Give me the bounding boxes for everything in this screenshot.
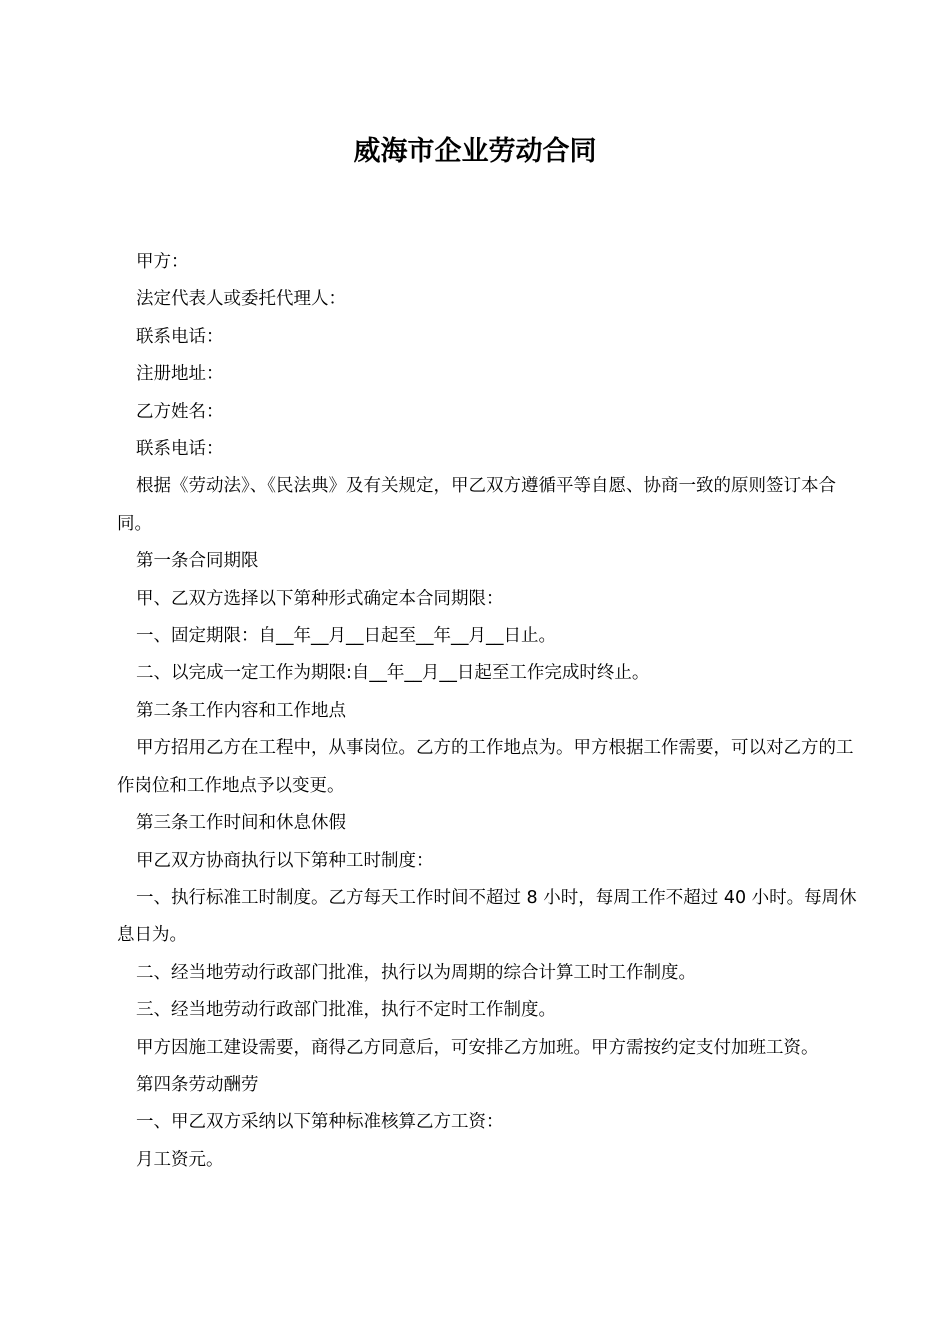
article-3-option-3: 三、经当地劳动行政部门批准，执行不定时工作制度。 [136, 1000, 556, 1021]
article-1-option-2: 二、以完成一定工作为期限:自__年__月__日起至工作完成时终止。 [136, 663, 650, 684]
preamble-paragraph: 根据《劳动法》、《民法典》及有关规定，甲乙双方遵循平等自愿、协商一致的原则签订本合同。 [117, 476, 836, 534]
article-3-heading: 第三条工作时间和休息休假 [136, 813, 346, 834]
article-1-heading: 第一条合同期限 [136, 551, 259, 572]
party-b-phone-line: 联系电话： [136, 439, 224, 460]
article-4-intro: 一、甲乙双方采纳以下第种标准核算乙方工资： [136, 1112, 504, 1133]
article-3-option-2: 二、经当地劳动行政部门批准，执行以为周期的综合计算工时工作制度。 [136, 962, 696, 983]
article-1-intro: 甲、乙双方选择以下第种形式确定本合同期限： [136, 588, 504, 609]
legal-representative-line: 法定代表人或委托代理人： [136, 289, 346, 310]
article-3-intro: 甲乙双方协商执行以下第种工时制度： [136, 850, 434, 871]
article-1-option-1: 一、固定期限：自__年__月__日起至__年__月__日止。 [136, 626, 556, 647]
article-4-heading: 第四条劳动酬劳 [136, 1074, 259, 1095]
monthly-wage-line: 月工资元。 [136, 1149, 224, 1170]
article-2-paragraph: 甲方招用乙方在工程中，从事岗位。乙方的工作地点为。甲方根据工作需要，可以对乙方的工作岗位和工作地点予以变更。 [117, 738, 854, 796]
registered-address-line: 注册地址： [136, 364, 224, 385]
overtime-paragraph: 甲方因施工建设需要，商得乙方同意后，可安排乙方加班。甲方需按约定支付加班工资。 [136, 1037, 819, 1058]
party-a-line: 甲方： [136, 252, 189, 272]
document-title: 威海市企业劳动合同 [353, 136, 597, 167]
party-a-phone-line: 联系电话： [136, 326, 224, 347]
article-2-heading: 第二条工作内容和工作地点 [136, 700, 346, 721]
party-b-name-line: 乙方姓名： [136, 401, 224, 422]
document-body [117, 244, 857, 1179]
article-3-option-1: 一、执行标准工时制度。乙方每天工作时间不超过 8 小时，每周工作不超过 40 小时。每周休息日为。 [117, 887, 857, 946]
